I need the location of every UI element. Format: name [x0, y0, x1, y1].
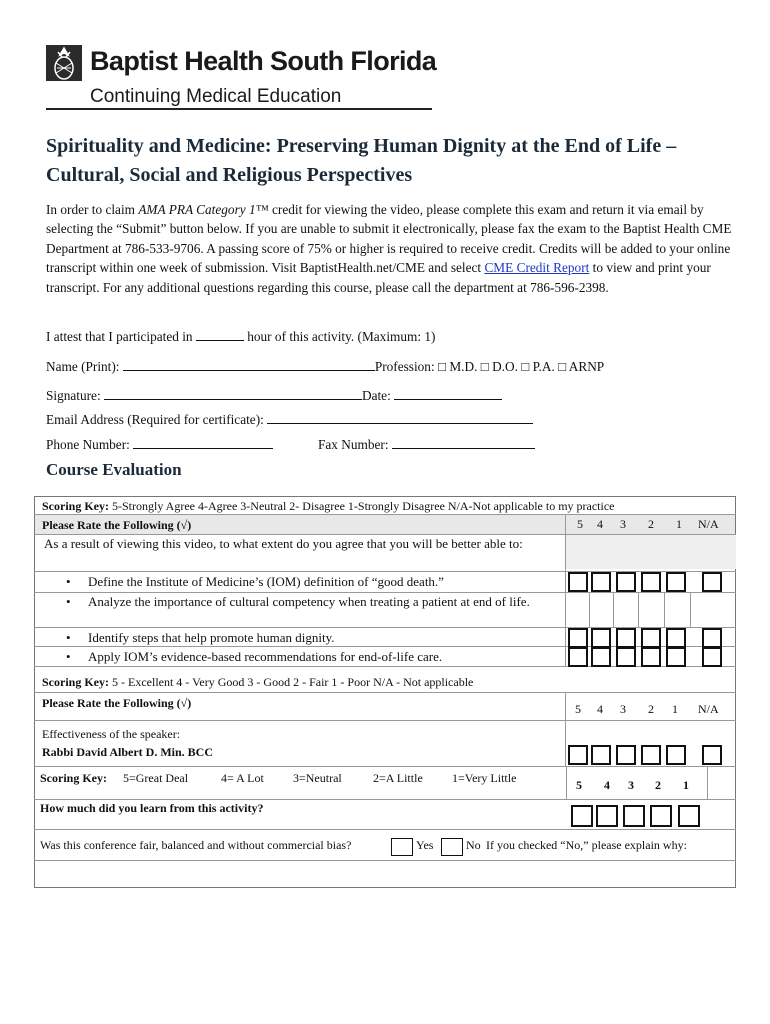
- scale2-1: 1: [672, 702, 678, 716]
- scale3-4: 4: [604, 778, 610, 792]
- fax-label: Fax Number:: [318, 437, 389, 452]
- scale3-5: 5: [576, 778, 582, 792]
- scale-1: 1: [676, 517, 682, 531]
- checkbox-bias-no[interactable]: [441, 838, 463, 856]
- bias-yes-label: Yes: [416, 838, 434, 852]
- speaker-name: Rabbi David Albert D. Min. BCC: [42, 745, 214, 759]
- scale-na: N/A: [698, 517, 719, 531]
- bias-text: Was this conference fair, balanced and without commercial bias?: [40, 838, 352, 852]
- email-label: Email Address (Required for certificate):: [46, 412, 264, 427]
- name-row: [46, 359, 604, 375]
- bias-question: [40, 838, 351, 853]
- scoring-key-1-label: Scoring Key:: [42, 499, 112, 513]
- rate-header-2: Please Rate the Following (√): [42, 696, 192, 710]
- checkbox-obj4-2[interactable]: [641, 647, 661, 667]
- checkbox-learn-5[interactable]: [571, 805, 593, 827]
- fax-row: [318, 437, 535, 453]
- checkbox-obj1-4[interactable]: [591, 572, 611, 592]
- scale-header-2: [566, 700, 736, 720]
- scale2-na: N/A: [698, 702, 719, 716]
- bias-explanation-field[interactable]: [36, 862, 734, 886]
- date-label: Date:: [361, 388, 391, 403]
- checkbox-speaker-1[interactable]: [666, 745, 686, 765]
- intro-text-1: In order to claim: [46, 202, 139, 217]
- header-rule: [46, 108, 432, 110]
- checkbox-obj1-na[interactable]: [702, 572, 722, 592]
- objective-3: • Identify steps that help promote human dignity.: [88, 629, 558, 648]
- scale2-2: 2: [648, 702, 654, 716]
- column-divider: [690, 593, 691, 627]
- email-row: [46, 412, 533, 428]
- course-evaluation-heading: Course Evaluation: [46, 460, 182, 479]
- attest-before: I attest that I participated in: [46, 329, 196, 344]
- date-field[interactable]: [394, 388, 502, 400]
- checkbox-speaker-4[interactable]: [591, 745, 611, 765]
- objective-2: • Analyze the importance of cultural competency when treating a patient at end of life.: [88, 593, 558, 629]
- intro-text-2: credit for viewing the video, please complete this exam and return it via email by selecting the “Submit” button below. If you are unable to submit it electronically, please fax the exam to the Baptist Health CME Department at 786-533-9706. A passing score of 75% or higher is required to receive credit. Credits will be added to your online transcript within one week of submission. Visit BaptistHealth.net/CME and select: [46, 202, 732, 276]
- objective-1: • Define the Institute of Medicine’s (IOM) definition of “good death.”: [88, 573, 558, 593]
- checkbox-obj1-5[interactable]: [568, 572, 588, 592]
- checkbox-learn-1[interactable]: [678, 805, 700, 827]
- hours-field[interactable]: [196, 329, 244, 341]
- email-field[interactable]: [267, 412, 533, 424]
- scale-header-3: [566, 767, 708, 799]
- checkbox-obj4-na[interactable]: [702, 647, 722, 667]
- attest-line: [46, 329, 435, 345]
- checkbox-obj4-5[interactable]: [568, 647, 588, 667]
- scoring-key-3: [40, 771, 107, 786]
- checkbox-obj1-3[interactable]: [616, 572, 636, 592]
- checkbox-learn-2[interactable]: [650, 805, 672, 827]
- signature-field[interactable]: [104, 388, 362, 400]
- phone-field[interactable]: [133, 437, 273, 449]
- profession-label[interactable]: Profession: □ M.D. □ D.O. □ P.A. □ ARNP: [374, 359, 605, 374]
- scoring-key-2-label: Scoring Key:: [42, 675, 109, 689]
- scale3-3: 3: [628, 778, 634, 792]
- pineapple-icon: [46, 45, 82, 81]
- checkbox-speaker-3[interactable]: [616, 745, 636, 765]
- row-divider: [34, 799, 736, 800]
- row-divider: [34, 720, 736, 721]
- title-line-1: Spirituality and Medicine: Preserving Human Dignity at the End of Life –: [46, 135, 677, 157]
- phone-label: Phone Number:: [46, 437, 130, 452]
- key3-2: 2=A Little: [373, 771, 423, 785]
- scale-2: 2: [648, 517, 654, 531]
- organization-name: Baptist Health South Florida: [90, 46, 437, 76]
- checkbox-obj3-na[interactable]: [702, 628, 722, 648]
- checkbox-obj1-2[interactable]: [641, 572, 661, 592]
- row-divider: [34, 692, 736, 693]
- checkbox-obj3-1[interactable]: [666, 628, 686, 648]
- name-label: Name (Print):: [46, 359, 120, 374]
- scale3-1: 1: [683, 778, 689, 792]
- row-divider: [34, 592, 736, 593]
- signature-row: [46, 388, 502, 404]
- intro-paragraph: [46, 200, 736, 297]
- scoring-key-3-label: Scoring Key:: [40, 771, 107, 785]
- checkbox-obj3-3[interactable]: [616, 628, 636, 648]
- row-divider: [34, 829, 736, 830]
- checkbox-learn-4[interactable]: [596, 805, 618, 827]
- name-field[interactable]: [123, 359, 375, 371]
- checkbox-obj4-1[interactable]: [666, 647, 686, 667]
- column-divider: [565, 515, 566, 666]
- scale-4: 4: [597, 517, 603, 531]
- bias-explain: If you checked “No,” please explain why:: [486, 838, 687, 852]
- cme-credit-report-link[interactable]: CME Credit Report: [484, 260, 590, 276]
- bias-no-label: No: [466, 838, 481, 852]
- scale-5: 5: [577, 517, 583, 531]
- objectives-list: [88, 573, 558, 667]
- row-divider: [34, 860, 736, 861]
- checkbox-obj3-2[interactable]: [641, 628, 661, 648]
- speaker-label: Effectiveness of the speaker:: [42, 727, 181, 741]
- scoring-key-1: [42, 499, 615, 514]
- key3-3: 3=Neutral: [293, 771, 342, 785]
- checkbox-obj1-1[interactable]: [666, 572, 686, 592]
- scoring-key-2: [42, 675, 473, 690]
- scale-3: 3: [620, 517, 626, 531]
- page-title: [46, 132, 736, 190]
- key3-1: 1=Very Little: [452, 771, 517, 785]
- column-divider: [613, 593, 614, 627]
- key3-4: 4= A Lot: [221, 771, 264, 785]
- checkbox-speaker-na[interactable]: [702, 745, 722, 765]
- checkbox-speaker-5[interactable]: [568, 745, 588, 765]
- question-rating-area: [566, 535, 736, 569]
- scoring-key-2-text: 5 - Excellent 4 - Very Good 3 - Good 2 - Fair 1 - Poor N/A - Not applicable: [109, 675, 474, 689]
- column-divider: [565, 693, 566, 767]
- checkbox-bias-yes[interactable]: [391, 838, 413, 856]
- checkbox-obj4-3[interactable]: [616, 647, 636, 667]
- column-divider: [638, 593, 639, 627]
- fax-field[interactable]: [392, 437, 535, 449]
- checkbox-obj4-4[interactable]: [591, 647, 611, 667]
- department-name: Continuing Medical Education: [90, 86, 342, 107]
- rate-header: Please Rate the Following (√): [42, 518, 192, 532]
- objective-4: • Apply IOM’s evidence-based recommendations for end-of-life care.: [88, 648, 558, 667]
- scale2-5: 5: [575, 702, 581, 716]
- checkbox-learn-3[interactable]: [623, 805, 645, 827]
- checkbox-obj3-5[interactable]: [568, 628, 588, 648]
- key3-5: 5=Great Deal: [123, 771, 189, 785]
- column-divider: [664, 593, 665, 627]
- scale2-3: 3: [620, 702, 626, 716]
- scale2-4: 4: [597, 702, 603, 716]
- checkbox-obj3-4[interactable]: [591, 628, 611, 648]
- checkbox-speaker-2[interactable]: [641, 745, 661, 765]
- column-divider: [589, 593, 590, 627]
- signature-label: Signature:: [46, 388, 101, 403]
- attest-after: hour of this activity. (Maximum: 1): [243, 329, 436, 344]
- scale3-2: 2: [655, 778, 661, 792]
- scoring-key-1-text: 5-Strongly Agree 4-Agree 3-Neutral 2- Disagree 1-Strongly Disagree N/A-Not applicable to my practice: [112, 499, 615, 513]
- intro-credit: AMA PRA Category 1™: [138, 202, 269, 217]
- title-line-2: Cultural, Social and Religious Perspectives: [46, 164, 413, 186]
- learn-question: How much did you learn from this activity?: [40, 801, 264, 815]
- phone-row: [46, 437, 273, 453]
- evaluation-question: As a result of viewing this video, to what extent do you agree that you will be better able to:: [44, 536, 523, 551]
- intro-text-3: to view and print your transcript. For any additional questions regarding this course, please call the department at 786-596-2398.: [46, 260, 711, 295]
- scale-header-1: [566, 515, 736, 534]
